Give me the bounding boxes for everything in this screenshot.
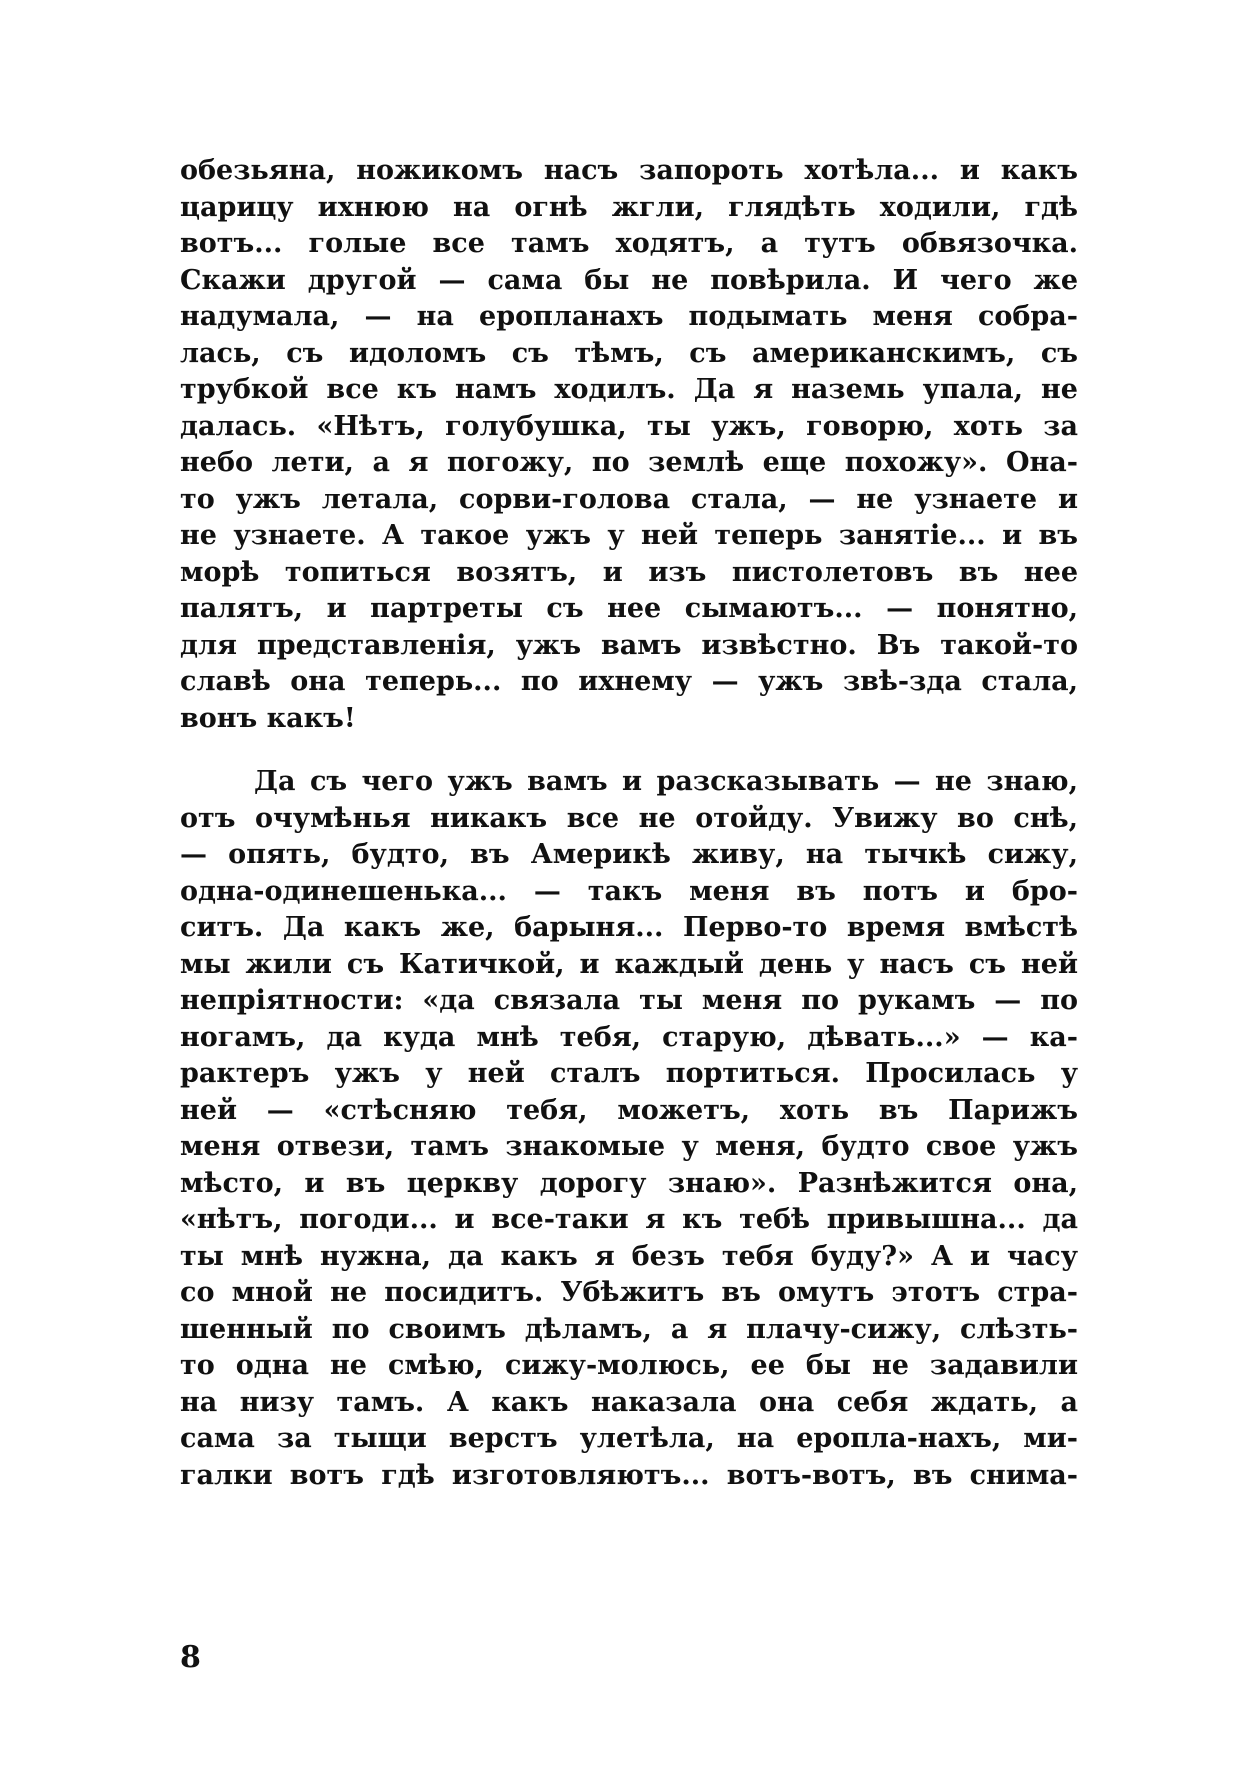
text-line: ней — «стѣсняю тебя, можетъ, хоть въ Парижъ: [180, 1094, 1078, 1126]
paragraph-1: [180, 153, 1078, 737]
text-line: Скажи другой — сама бы не повѣрила. И чего же: [180, 264, 1078, 296]
text-line: — опять, будто, въ Америкѣ живу, на тычкѣ сижу,: [180, 839, 1078, 870]
text-line: морѣ топиться возятъ, и изъ пистолетовъ въ нее: [180, 556, 1078, 588]
text-line: надумала, — на еропланахъ подымать меня собра-: [180, 301, 1078, 332]
body-text: [180, 153, 1078, 1494]
text-line: вотъ... голые все тамъ ходятъ, а тутъ обвязочка.: [180, 228, 1078, 259]
text-line: то одна не смѣю, сижу-молюсь, ее бы не задавили: [180, 1350, 1078, 1381]
text-line: небо лети, а я погожу, по землѣ еще похожу». Она-: [180, 447, 1078, 478]
text-line: палятъ, и партреты съ нее сымаютъ... — понятно,: [180, 593, 1078, 624]
text-line: ногамъ, да куда мнѣ тебя, старую, дѣвать...» — ка-: [180, 1021, 1078, 1053]
text-line: для представленія, ужъ вамъ извѣстно. Въ такой-то: [180, 629, 1078, 661]
paragraph-gap: [180, 737, 1078, 764]
page-number: 8: [180, 1640, 201, 1675]
text-line: мы жили съ Катичкой, и каждый день у насъ съ ней: [180, 948, 1078, 980]
text-line: ситъ. Да какъ же, барыня... Перво-то время вмѣстѣ: [180, 912, 1078, 943]
paragraph-2: [180, 764, 1078, 1494]
text-line: вонъ какъ!: [180, 702, 356, 734]
text-line: мѣсто, и въ церкву дорогу знаю». Разнѣжится она,: [180, 1167, 1078, 1199]
text-line: отъ очумѣнья никакъ все не отойду. Увижу во снѣ,: [180, 802, 1078, 834]
text-line: далась. «Нѣтъ, голубушка, ты ужъ, говорю, хоть за: [180, 410, 1078, 442]
text-line: трубкой все къ намъ ходилъ. Да я наземь упала, не: [180, 374, 1078, 405]
text-line: ты мнѣ нужна, да какъ я безъ тебя буду?» А и часу: [180, 1240, 1078, 1272]
text-line: шенный по своимъ дѣламъ, а я плачу-сижу, слѣзть-: [180, 1313, 1078, 1345]
text-line: одна-одинешенька... — такъ меня въ потъ и бро-: [180, 875, 1078, 907]
text-line: «нѣтъ, погоди... и все-таки я къ тебѣ привышна... да: [180, 1204, 1078, 1235]
text-line: Да съ чего ужъ вамъ и разсказывать — не знаю,: [254, 766, 1078, 797]
text-line: меня отвези, тамъ знакомые у меня, будто свое ужъ: [180, 1131, 1078, 1162]
text-line: на низу тамъ. А какъ наказала она себя ждать, а: [180, 1386, 1078, 1418]
text-line: галки вотъ гдѣ изготовляютъ... вотъ-вотъ, въ снима-: [180, 1459, 1078, 1491]
text-line: непріятности: «да связала ты меня по рукамъ — по: [180, 985, 1078, 1016]
text-line: со мной не посидитъ. Убѣжитъ въ омутъ этотъ стра-: [180, 1277, 1078, 1308]
text-line: лась, съ идоломъ съ тѣмъ, съ американскимъ, съ: [180, 337, 1078, 369]
text-line: царицу ихнюю на огнѣ жгли, глядѣть ходили, гдѣ: [180, 191, 1078, 223]
text-line: рактеръ ужъ у ней сталъ портиться. Просилась у: [180, 1058, 1078, 1089]
text-line: славѣ она теперь... по ихнему — ужъ звѣ-зда стала,: [180, 666, 1078, 697]
text-line: обезьяна, ножикомъ насъ запороть хотѣла... и какъ: [180, 155, 1078, 186]
text-line: то ужъ летала, сорви-голова стала, — не узнаете и: [180, 483, 1078, 515]
text-line: сама за тыщи верстъ улетѣла, на еропла-нахъ, ми-: [180, 1423, 1078, 1454]
text-line: не узнаете. А такое ужъ у ней теперь занятіе... и въ: [180, 520, 1078, 551]
